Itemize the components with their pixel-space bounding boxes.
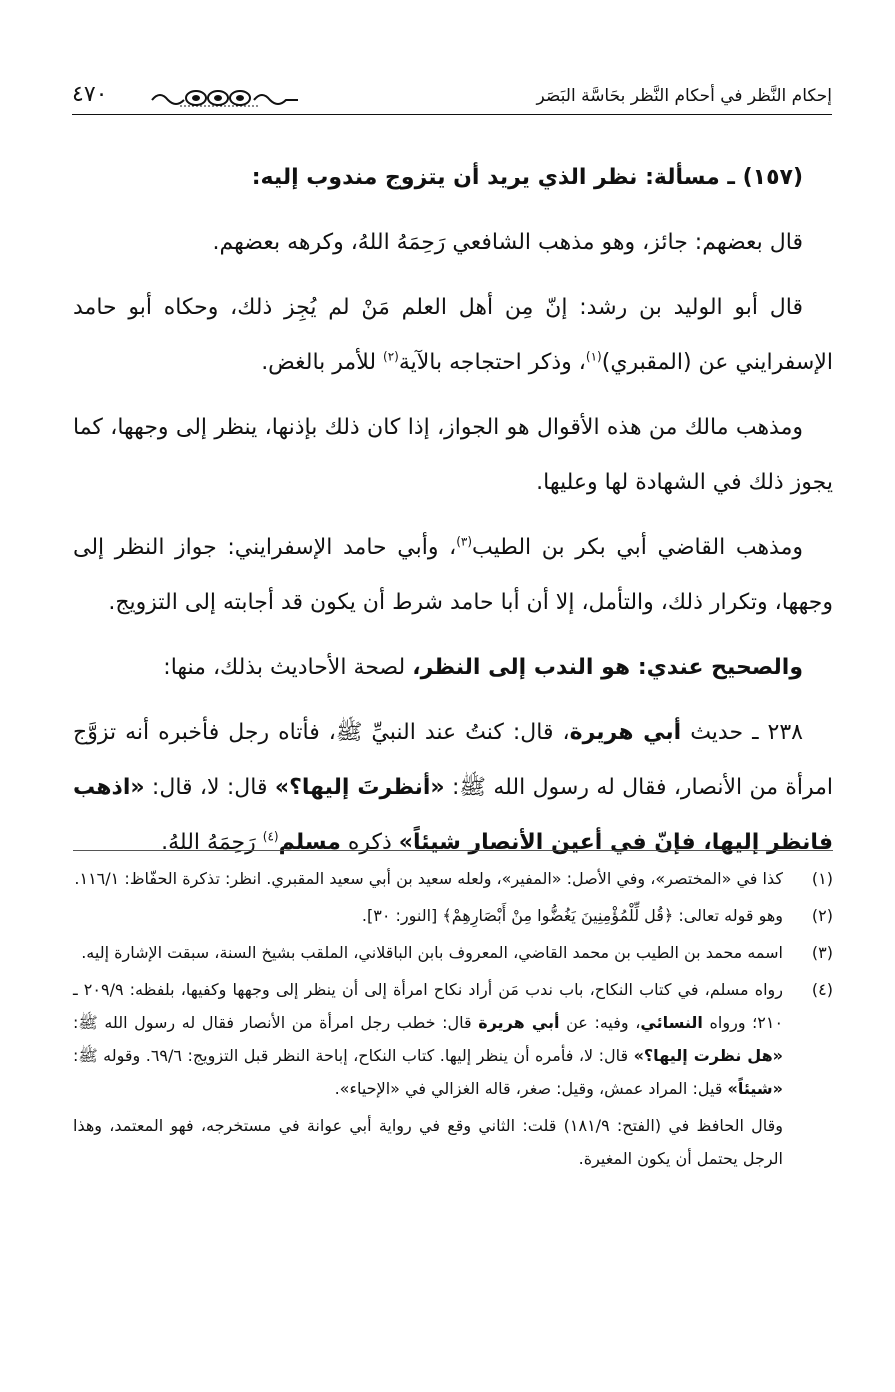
footnote-4 bbox=[73, 973, 833, 1105]
footnote-4-nasai: النسائي bbox=[640, 1013, 703, 1032]
paragraph-5 bbox=[73, 640, 833, 695]
footnote-4-g: قال: لا، فأمره أن ينظر إليها. كتاب النكاح، إباحة النظر قبل التزويج: ٦٩/٦. وقوله ﷺ: bbox=[73, 1046, 634, 1065]
hadith-quote-1: «أنظرتَ إليها؟» bbox=[274, 775, 445, 800]
hadith-text-i: رَحِمَهُ اللهُ. bbox=[161, 830, 263, 855]
page-number: ٤٧٠ bbox=[72, 82, 108, 107]
paragraph-2-text-b: ، وذكر احتجاجه بالآية bbox=[398, 350, 586, 375]
footnote-1 bbox=[73, 862, 833, 895]
paragraph-4 bbox=[73, 520, 833, 630]
ornament-icon bbox=[150, 86, 300, 108]
footnotes bbox=[73, 862, 833, 1175]
footnote-4-a: رواه مسلم، في كتاب النكاح، باب ندب مَن أراد نكاح امرأة إلى أن ينظر إلى وجهها وكفيها، بلفظه: ٢٠٩/٩ ـ ٢١٠؛ ورواه bbox=[73, 980, 784, 1032]
paragraph-4-text-a: ومذهب القاضي أبي بكر بن الطيب bbox=[472, 535, 803, 560]
hadith-text-c: ، قال: كنتُ عند النبيِّ ﷺ، فأتاه رجل فأخبره أنه تزوَّج امرأة من الأنصار، فقال له رسول الله ﷺ: bbox=[73, 720, 834, 800]
footnote-2 bbox=[73, 899, 833, 932]
paragraph-2-text-c: للأمر بالغض. bbox=[261, 350, 384, 375]
footnote-4-continuation: وقال الحافظ في (الفتح: ١٨١/٩) قلت: الثاني وقع في رواية أبي عوانة في مستخرجه، فهو المعتمد، وهذا الرجل يحتمل أن يكون المغيرة. bbox=[73, 1116, 784, 1168]
header-rule bbox=[72, 114, 832, 115]
footnote-number: (٣) bbox=[811, 943, 833, 962]
footnote-4-narrator: أبي هريرة bbox=[478, 1013, 560, 1032]
footnote-separator bbox=[73, 850, 833, 851]
footnote-ref-3: (٣) bbox=[456, 534, 473, 549]
footnote-4-c: ، وفيه: عن bbox=[559, 1013, 641, 1032]
paragraph-1: قال بعضهم: جائز، وهو مذهب الشافعي رَحِمَهُ اللهُ، وكرهه بعضهم. bbox=[212, 230, 803, 255]
paragraph-2-text-a: قال أبو الوليد بن رشد: إنّ مِن أهل العلم مَنْ لم يُجِز ذلك، وحكاه أبو حامد الإسفرايني عن (المقبري) bbox=[73, 295, 833, 375]
paragraph-5-rest: لصحة الأحاديث بذلك، منها: bbox=[163, 655, 413, 680]
footnote-ref-2: (٢) bbox=[383, 349, 399, 364]
footnote-number: (١) bbox=[811, 869, 833, 888]
footnote-4-word: «شيئاً» bbox=[727, 1079, 783, 1098]
footnote-text: اسمه محمد بن الطيب بن محمد القاضي، المعروف بابن الباقلاني، الملقب بشيخ السنة، سبقت الإشارة إليه. bbox=[81, 943, 783, 962]
footnote-text: وهو قوله تعالى: ﴿قُل لِّلْمُؤْمِنِينَ يَغُضُّوا مِنْ أَبْصَارِهِمْ﴾ [النور: ٣٠]. bbox=[361, 906, 783, 925]
source-name: مسلم bbox=[278, 830, 341, 855]
section-heading: (١٥٧) ـ مسألة: نظر الذي يريد أن يتزوج مندوب إليه: bbox=[251, 165, 803, 190]
footnote-text bbox=[73, 973, 783, 1105]
footnote-4-e: قال: خطب رجل امرأة من الأنصار فقال له رسول الله ﷺ: bbox=[73, 1013, 479, 1032]
footnote-ref-4: (٤) bbox=[262, 829, 279, 844]
main-text bbox=[73, 150, 833, 880]
hadith-text-e: قال: لا، قال: bbox=[144, 775, 275, 800]
hadith-paragraph bbox=[73, 705, 833, 870]
running-header bbox=[72, 68, 832, 118]
narrator-name: أبي هريرة bbox=[569, 720, 682, 745]
hadith-quote-2: «اذهب فانظر إليها، فإنّ في أعين الأنصار شيئاً» bbox=[73, 775, 833, 855]
footnote-text: كذا في «المختصر»، وفي الأصل: «المفير»، ولعله سعيد بن أبي سعيد المقبري. انظر: تذكرة الحفّاظ: ١١٦/١. bbox=[74, 869, 783, 888]
paragraph-3: ومذهب مالك من هذه الأقوال هو الجواز، إذا كان ذلك بإذنها، ينظر إلى وجهها، كما يجوز ذلك في الشهادة لها وعليها. bbox=[73, 415, 833, 495]
footnote-3 bbox=[73, 936, 833, 969]
paragraph-2 bbox=[73, 280, 833, 390]
footnote-4-quote: «هل نظرت إليها؟» bbox=[633, 1046, 783, 1065]
footnote-number: (٤) bbox=[811, 980, 833, 999]
footnote-4-i: قيل: المراد عمش، وقيل: صغر، قاله الغزالي في «الإحياء». bbox=[334, 1079, 728, 1098]
hadith-text-g: ذكره bbox=[340, 830, 399, 855]
running-title: إحكام النَّظر في أحكام النَّظر بحَاسَّة البَصَر bbox=[536, 86, 832, 106]
paragraph-4-text-b: ، وأبي حامد الإسفرايني: جواز النظر إلى وجهها، وتكرار ذلك، والتأمل، إلا أن أبا حامد شرط أن يكون قد أجابته إلى التزويج. bbox=[73, 535, 833, 615]
footnote-number: (٢) bbox=[811, 906, 833, 925]
footnote-ref-1: (١) bbox=[585, 349, 602, 364]
hadith-number: ٢٣٨ ـ حديث bbox=[681, 720, 803, 745]
paragraph-5-bold: والصحيح عندي: هو الندب إلى النظر، bbox=[412, 655, 803, 680]
